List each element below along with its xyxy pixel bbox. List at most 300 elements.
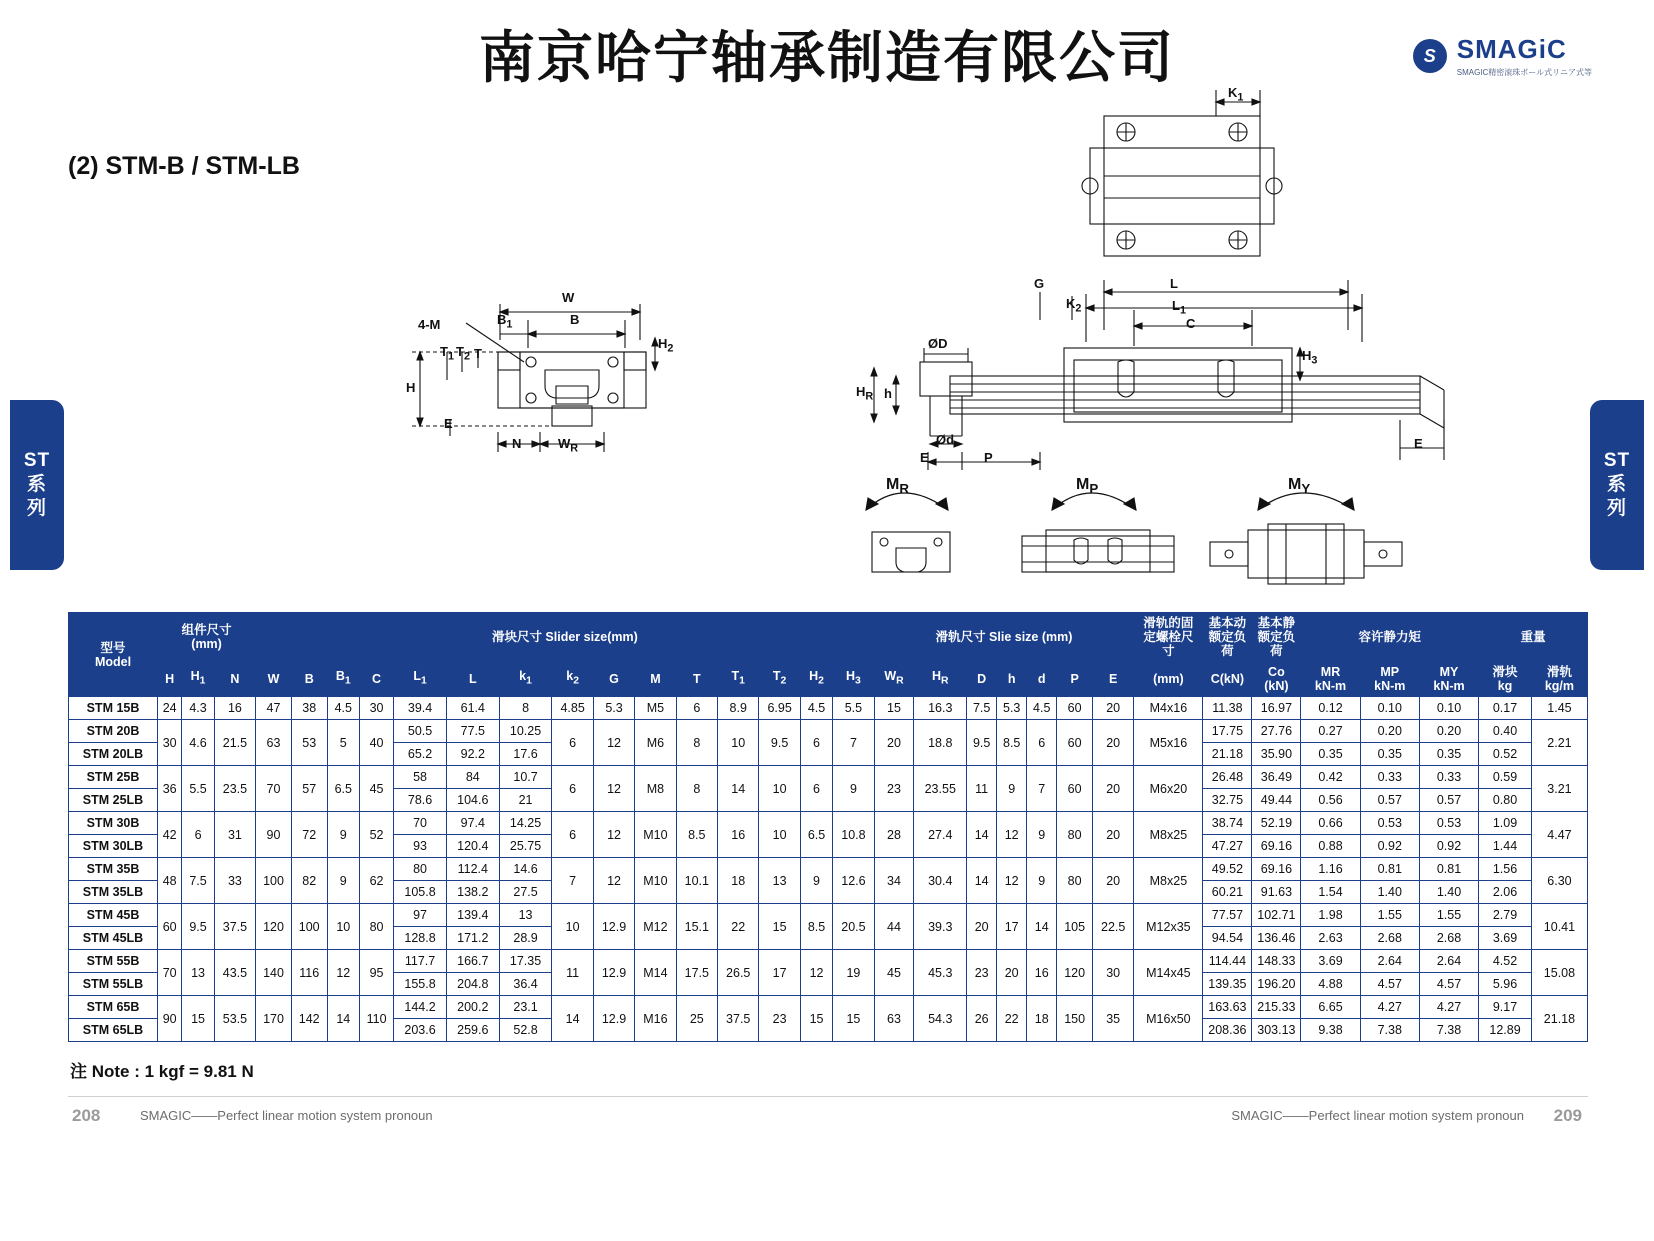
cell-H2: 6 bbox=[800, 720, 832, 766]
cell-B1: 12 bbox=[327, 950, 359, 996]
cell-WR: 63 bbox=[874, 996, 914, 1042]
cell-W: 63 bbox=[256, 720, 292, 766]
cell-E: 20 bbox=[1092, 766, 1133, 812]
cell-model: STM 55B bbox=[69, 950, 158, 973]
table-row bbox=[69, 812, 1588, 835]
cell-L1: 203.6 bbox=[394, 1019, 447, 1042]
cell-N: 33 bbox=[214, 858, 255, 904]
cell-L: 259.6 bbox=[446, 1019, 499, 1042]
cell-T: 8 bbox=[676, 720, 717, 766]
cell-H3: 15 bbox=[833, 996, 874, 1042]
cell-L1: 70 bbox=[394, 812, 447, 835]
cell-weight-rail: 2.21 bbox=[1531, 720, 1587, 766]
technical-drawings bbox=[0, 80, 1654, 600]
th-C: C bbox=[359, 662, 393, 697]
th-H3sub: $H_3$ bbox=[833, 662, 874, 697]
cell-N: 53.5 bbox=[214, 996, 255, 1042]
cell-k1: 10.25 bbox=[499, 720, 552, 743]
cell-k1: 14.6 bbox=[499, 858, 552, 881]
cell-H: 48 bbox=[158, 858, 182, 904]
th-bolt-line2: 定螺栓尺 bbox=[1143, 630, 1194, 644]
cell-W: 120 bbox=[256, 904, 292, 950]
cell-N: 31 bbox=[214, 812, 255, 858]
cell-N: 21.5 bbox=[214, 720, 255, 766]
cell-P: 60 bbox=[1057, 697, 1093, 720]
cell-N: 43.5 bbox=[214, 950, 255, 996]
label-4-m: 4-M bbox=[418, 317, 441, 332]
cell-mp: 7.38 bbox=[1360, 1019, 1419, 1042]
cell-H: 60 bbox=[158, 904, 182, 950]
th-T2: $T_2$ bbox=[759, 662, 800, 697]
cell-W: 47 bbox=[256, 697, 292, 720]
cell-H1: 4.3 bbox=[182, 697, 214, 720]
label-e-front: E bbox=[444, 416, 453, 431]
cell-L1: 105.8 bbox=[394, 881, 447, 904]
cell-E: 20 bbox=[1092, 720, 1133, 766]
label-l1: $L_1$ bbox=[1172, 298, 1186, 317]
cell-co-kn: 136.46 bbox=[1252, 927, 1301, 950]
cell-d: 7 bbox=[1027, 766, 1057, 812]
cell-d: 9 bbox=[1027, 858, 1057, 904]
cell-my: 1.40 bbox=[1419, 881, 1478, 904]
label-l: L bbox=[1170, 276, 1178, 291]
cell-mr: 3.69 bbox=[1301, 950, 1360, 973]
th-static-line2: 额定负 bbox=[1257, 630, 1296, 644]
cell-M: M14 bbox=[635, 950, 676, 996]
label-h-small: h bbox=[884, 386, 892, 401]
cell-mr: 9.38 bbox=[1301, 1019, 1360, 1042]
cell-N: 37.5 bbox=[214, 904, 255, 950]
cell-B: 53 bbox=[291, 720, 327, 766]
cell-mr: 0.88 bbox=[1301, 835, 1360, 858]
cell-H: 90 bbox=[158, 996, 182, 1042]
cell-my: 0.92 bbox=[1419, 835, 1478, 858]
cell-mp: 0.35 bbox=[1360, 743, 1419, 766]
cell-co-kn: 148.33 bbox=[1252, 950, 1301, 973]
cell-k1: 36.4 bbox=[499, 973, 552, 996]
cell-c-kn: 94.54 bbox=[1203, 927, 1252, 950]
label-g: G bbox=[1034, 276, 1045, 291]
cell-M: M8 bbox=[635, 766, 676, 812]
cell-C: 95 bbox=[359, 950, 393, 996]
cell-mr: 0.27 bbox=[1301, 720, 1360, 743]
cell-T1: 8.9 bbox=[718, 697, 759, 720]
cell-P: 80 bbox=[1057, 858, 1093, 904]
page-footer bbox=[0, 1096, 1654, 1136]
cell-L1: 128.8 bbox=[394, 927, 447, 950]
cell-h: 17 bbox=[997, 904, 1027, 950]
cell-M: M10 bbox=[635, 812, 676, 858]
cell-W: 140 bbox=[256, 950, 292, 996]
cell-HR: 23.55 bbox=[914, 766, 967, 812]
cell-weight-block: 2.79 bbox=[1479, 904, 1532, 927]
cell-H1: 13 bbox=[182, 950, 214, 996]
cell-G: 12.9 bbox=[593, 950, 634, 996]
cell-k1: 13 bbox=[499, 904, 552, 927]
cell-mr: 0.35 bbox=[1301, 743, 1360, 766]
th-M: M bbox=[635, 662, 676, 697]
cell-mp: 1.55 bbox=[1360, 904, 1419, 927]
cell-model: STM 55LB bbox=[69, 973, 158, 996]
cell-WR: 15 bbox=[874, 697, 914, 720]
cell-co-kn: 215.33 bbox=[1252, 996, 1301, 1019]
cell-c-kn: 77.57 bbox=[1203, 904, 1252, 927]
cell-k1: 17.35 bbox=[499, 950, 552, 973]
cell-model: STM 30B bbox=[69, 812, 158, 835]
cell-weight-block: 1.56 bbox=[1479, 858, 1532, 881]
cell-k2: 6 bbox=[552, 766, 593, 812]
page-title: 南京哈宁轴承制造有限公司 bbox=[479, 26, 1175, 91]
side-tab-left-label-2: 系 bbox=[26, 474, 47, 495]
cell-h: 8.5 bbox=[997, 720, 1027, 766]
cell-mr: 0.12 bbox=[1301, 697, 1360, 720]
cell-h: 22 bbox=[997, 996, 1027, 1042]
footer-divider bbox=[68, 1096, 1588, 1097]
cell-P: 150 bbox=[1057, 996, 1093, 1042]
cell-model: STM 65B bbox=[69, 996, 158, 1019]
cell-L: 139.4 bbox=[446, 904, 499, 927]
cell-weight-rail: 1.45 bbox=[1531, 697, 1587, 720]
th-dynamic-line1: 基本动 bbox=[1208, 616, 1247, 630]
cell-HR: 54.3 bbox=[914, 996, 967, 1042]
cell-c-kn: 139.35 bbox=[1203, 973, 1252, 996]
cell-weight-rail: 21.18 bbox=[1531, 996, 1587, 1042]
cell-d: 14 bbox=[1027, 904, 1057, 950]
cell-my: 2.68 bbox=[1419, 927, 1478, 950]
cell-L1: 117.7 bbox=[394, 950, 447, 973]
cell-k2: 6 bbox=[552, 720, 593, 766]
cell-mp: 0.20 bbox=[1360, 720, 1419, 743]
cell-H3: 9 bbox=[833, 766, 874, 812]
cell-C: 80 bbox=[359, 904, 393, 950]
cell-H1: 4.6 bbox=[182, 720, 214, 766]
cell-G: 12 bbox=[593, 720, 634, 766]
cell-L: 204.8 bbox=[446, 973, 499, 996]
cell-D: 11 bbox=[967, 766, 997, 812]
cell-model: STM 25B bbox=[69, 766, 158, 789]
cell-H3: 20.5 bbox=[833, 904, 874, 950]
cell-H3: 10.8 bbox=[833, 812, 874, 858]
th-N: N bbox=[214, 662, 255, 697]
cell-L1: 155.8 bbox=[394, 973, 447, 996]
cell-d: 6 bbox=[1027, 720, 1057, 766]
side-tab-right-label-2: 系 bbox=[1606, 474, 1627, 495]
cell-L: 92.2 bbox=[446, 743, 499, 766]
cell-WR: 20 bbox=[874, 720, 914, 766]
cell-co-kn: 69.16 bbox=[1252, 835, 1301, 858]
table-row bbox=[69, 950, 1588, 973]
th-B: B bbox=[291, 662, 327, 697]
th-C-kn: C(kN) bbox=[1203, 662, 1252, 697]
cell-H1: 6 bbox=[182, 812, 214, 858]
th-d: d bbox=[1027, 662, 1057, 697]
drawings-svg bbox=[0, 80, 1654, 600]
label-b: B bbox=[570, 312, 580, 327]
cell-H1: 9.5 bbox=[182, 904, 214, 950]
cell-model: STM 20LB bbox=[69, 743, 158, 766]
cell-weight-block: 12.89 bbox=[1479, 1019, 1532, 1042]
cell-B1: 10 bbox=[327, 904, 359, 950]
th-moment: 容许静力矩 bbox=[1301, 613, 1479, 662]
cell-weight-rail: 10.41 bbox=[1531, 904, 1587, 950]
cell-c-kn: 26.48 bbox=[1203, 766, 1252, 789]
cell-co-kn: 91.63 bbox=[1252, 881, 1301, 904]
cell-H2: 6 bbox=[800, 766, 832, 812]
th-T1: $T_1$ bbox=[718, 662, 759, 697]
cell-WR: 44 bbox=[874, 904, 914, 950]
cell-N: 16 bbox=[214, 697, 255, 720]
cell-E: 20 bbox=[1092, 858, 1133, 904]
cell-mp: 0.57 bbox=[1360, 789, 1419, 812]
th-dynamic-line3: 荷 bbox=[1221, 644, 1234, 658]
cell-mr: 1.16 bbox=[1301, 858, 1360, 881]
th-L1: $L_1$ bbox=[394, 662, 447, 697]
smagic-logo-text: SMAGiC bbox=[1456, 34, 1567, 64]
cell-mp: 2.68 bbox=[1360, 927, 1419, 950]
cell-k1: 23.1 bbox=[499, 996, 552, 1019]
cell-T1: 14 bbox=[718, 766, 759, 812]
cell-my: 0.20 bbox=[1419, 720, 1478, 743]
cell-h: 20 bbox=[997, 950, 1027, 996]
th-weight-block: 滑块 kg bbox=[1479, 662, 1532, 697]
cell-mp: 4.57 bbox=[1360, 973, 1419, 996]
cell-H2: 8.5 bbox=[800, 904, 832, 950]
cell-model: STM 45LB bbox=[69, 927, 158, 950]
label-n: N bbox=[512, 436, 522, 451]
th-h: h bbox=[997, 662, 1027, 697]
side-tab-left-label-1: ST bbox=[23, 450, 51, 471]
label-e-right: E bbox=[1414, 436, 1423, 451]
spec-table-group-header-row bbox=[69, 613, 1588, 662]
table-row bbox=[69, 697, 1588, 720]
footer-text-left: SMAGIC——Perfect linear motion system pronoun bbox=[140, 1108, 433, 1123]
cell-WR: 23 bbox=[874, 766, 914, 812]
side-tab-right-label-1: ST bbox=[1603, 450, 1631, 471]
cell-H2: 15 bbox=[800, 996, 832, 1042]
th-bolt-unit: (mm) bbox=[1134, 662, 1203, 697]
cell-HR: 45.3 bbox=[914, 950, 967, 996]
th-assembly bbox=[158, 613, 256, 662]
cell-co-kn: 49.44 bbox=[1252, 789, 1301, 812]
cell-weight-block: 0.59 bbox=[1479, 766, 1532, 789]
cell-my: 0.57 bbox=[1419, 789, 1478, 812]
cell-c-kn: 49.52 bbox=[1203, 858, 1252, 881]
cell-k2: 6 bbox=[552, 812, 593, 858]
cell-mp: 4.27 bbox=[1360, 996, 1419, 1019]
cell-E: 22.5 bbox=[1092, 904, 1133, 950]
cell-k1: 25.75 bbox=[499, 835, 552, 858]
label-h: H bbox=[406, 380, 416, 395]
cell-weight-block: 1.09 bbox=[1479, 812, 1532, 835]
cell-T2: 10 bbox=[759, 766, 800, 812]
label-p: P bbox=[984, 450, 993, 465]
cell-c-kn: 38.74 bbox=[1203, 812, 1252, 835]
cell-H1: 15 bbox=[182, 996, 214, 1042]
th-Co-kn: Co (kN) bbox=[1252, 662, 1301, 697]
cell-k2: 7 bbox=[552, 858, 593, 904]
cell-bolt: M8x25 bbox=[1134, 858, 1203, 904]
cell-M: M5 bbox=[635, 697, 676, 720]
cell-mr: 1.54 bbox=[1301, 881, 1360, 904]
cell-weight-rail: 4.47 bbox=[1531, 812, 1587, 858]
cell-bolt: M4x16 bbox=[1134, 697, 1203, 720]
cell-mr: 0.66 bbox=[1301, 812, 1360, 835]
smagic-logo bbox=[1413, 34, 1592, 78]
cell-D: 7.5 bbox=[967, 697, 997, 720]
label-big-d: ØD bbox=[928, 336, 948, 351]
cell-model: STM 25LB bbox=[69, 789, 158, 812]
cell-L1: 80 bbox=[394, 858, 447, 881]
cell-my: 0.81 bbox=[1419, 858, 1478, 881]
cell-k2: 10 bbox=[552, 904, 593, 950]
table-row bbox=[69, 904, 1588, 927]
cell-L: 104.6 bbox=[446, 789, 499, 812]
spec-table-sub-header-row bbox=[69, 662, 1588, 697]
cell-B: 82 bbox=[291, 858, 327, 904]
th-dynamic bbox=[1203, 613, 1252, 662]
cell-my: 1.55 bbox=[1419, 904, 1478, 927]
cell-co-kn: 303.13 bbox=[1252, 1019, 1301, 1042]
cell-weight-rail: 3.21 bbox=[1531, 766, 1587, 812]
cell-WR: 34 bbox=[874, 858, 914, 904]
cell-E: 30 bbox=[1092, 950, 1133, 996]
cell-k1: 17.6 bbox=[499, 743, 552, 766]
cell-weight-block: 3.69 bbox=[1479, 927, 1532, 950]
cell-co-kn: 35.90 bbox=[1252, 743, 1301, 766]
cell-T2: 15 bbox=[759, 904, 800, 950]
table-row bbox=[69, 766, 1588, 789]
cell-mp: 1.40 bbox=[1360, 881, 1419, 904]
cell-B: 142 bbox=[291, 996, 327, 1042]
cell-T1: 22 bbox=[718, 904, 759, 950]
label-b1: $B_1$ bbox=[497, 312, 513, 331]
cell-weight-block: 0.17 bbox=[1479, 697, 1532, 720]
cell-B: 38 bbox=[291, 697, 327, 720]
cell-B1: 9 bbox=[327, 858, 359, 904]
th-dynamic-line2: 额定负 bbox=[1208, 630, 1247, 644]
cell-P: 120 bbox=[1057, 950, 1093, 996]
cell-weight-block: 4.52 bbox=[1479, 950, 1532, 973]
cell-D: 23 bbox=[967, 950, 997, 996]
label-t2: $T_2$ bbox=[456, 344, 470, 363]
cell-E: 20 bbox=[1092, 697, 1133, 720]
cell-mp: 0.92 bbox=[1360, 835, 1419, 858]
cell-T: 8 bbox=[676, 766, 717, 812]
cell-k1: 28.9 bbox=[499, 927, 552, 950]
cell-h: 5.3 bbox=[997, 697, 1027, 720]
cell-c-kn: 208.36 bbox=[1203, 1019, 1252, 1042]
label-h2: $H_2$ bbox=[658, 336, 674, 355]
cell-k1: 27.5 bbox=[499, 881, 552, 904]
cell-d: 4.5 bbox=[1027, 697, 1057, 720]
cell-k1: 52.8 bbox=[499, 1019, 552, 1042]
cell-c-kn: 60.21 bbox=[1203, 881, 1252, 904]
cell-my: 7.38 bbox=[1419, 1019, 1478, 1042]
cell-W: 100 bbox=[256, 858, 292, 904]
cell-HR: 16.3 bbox=[914, 697, 967, 720]
label-k2: $K_2$ bbox=[1066, 296, 1082, 315]
cell-c-kn: 17.75 bbox=[1203, 720, 1252, 743]
cell-B1: 9 bbox=[327, 812, 359, 858]
th-static-line1: 基本静 bbox=[1257, 616, 1296, 630]
cell-bolt: M16x50 bbox=[1134, 996, 1203, 1042]
cell-B1: 6.5 bbox=[327, 766, 359, 812]
cell-L: 166.7 bbox=[446, 950, 499, 973]
cell-H: 24 bbox=[158, 697, 182, 720]
cell-co-kn: 52.19 bbox=[1252, 812, 1301, 835]
cell-my: 4.27 bbox=[1419, 996, 1478, 1019]
cell-L1: 93 bbox=[394, 835, 447, 858]
cell-D: 9.5 bbox=[967, 720, 997, 766]
cell-E: 20 bbox=[1092, 812, 1133, 858]
cell-co-kn: 16.97 bbox=[1252, 697, 1301, 720]
cell-B: 100 bbox=[291, 904, 327, 950]
th-static-line3: 荷 bbox=[1270, 644, 1283, 658]
cell-B: 72 bbox=[291, 812, 327, 858]
cell-d: 16 bbox=[1027, 950, 1057, 996]
cell-my: 2.64 bbox=[1419, 950, 1478, 973]
th-P: P bbox=[1057, 662, 1093, 697]
cell-L: 200.2 bbox=[446, 996, 499, 1019]
cell-D: 14 bbox=[967, 812, 997, 858]
cell-k1: 8 bbox=[499, 697, 552, 720]
cell-P: 80 bbox=[1057, 812, 1093, 858]
cell-c-kn: 114.44 bbox=[1203, 950, 1252, 973]
th-bolt-line1: 滑轨的固 bbox=[1143, 616, 1194, 630]
cell-d: 9 bbox=[1027, 812, 1057, 858]
cell-k1: 21 bbox=[499, 789, 552, 812]
cell-c-kn: 11.38 bbox=[1203, 697, 1252, 720]
cell-my: 0.10 bbox=[1419, 697, 1478, 720]
th-E: E bbox=[1092, 662, 1133, 697]
label-mp: $M_P$ bbox=[1076, 476, 1099, 497]
cell-HR: 18.8 bbox=[914, 720, 967, 766]
cell-HR: 30.4 bbox=[914, 858, 967, 904]
cell-k2: 14 bbox=[552, 996, 593, 1042]
cell-H3: 7 bbox=[833, 720, 874, 766]
cell-L: 120.4 bbox=[446, 835, 499, 858]
cell-my: 0.33 bbox=[1419, 766, 1478, 789]
cell-C: 62 bbox=[359, 858, 393, 904]
cell-bolt: M8x25 bbox=[1134, 812, 1203, 858]
cell-bolt: M6x20 bbox=[1134, 766, 1203, 812]
cell-G: 12 bbox=[593, 766, 634, 812]
cell-P: 105 bbox=[1057, 904, 1093, 950]
cell-mr: 1.98 bbox=[1301, 904, 1360, 927]
cell-k2: 4.85 bbox=[552, 697, 593, 720]
th-slider: 滑块尺寸 Slider size(mm) bbox=[256, 613, 874, 662]
cell-model: STM 30LB bbox=[69, 835, 158, 858]
cell-L1: 39.4 bbox=[394, 697, 447, 720]
th-k1: $k_1$ bbox=[499, 662, 552, 697]
th-WR: $W_R$ bbox=[874, 662, 914, 697]
cell-N: 23.5 bbox=[214, 766, 255, 812]
cell-c-kn: 21.18 bbox=[1203, 743, 1252, 766]
page-number-right: 209 bbox=[1553, 1106, 1582, 1125]
cell-T1: 16 bbox=[718, 812, 759, 858]
cell-T: 17.5 bbox=[676, 950, 717, 996]
cell-W: 90 bbox=[256, 812, 292, 858]
cell-L1: 97 bbox=[394, 904, 447, 927]
label-wr: $W_R$ bbox=[558, 436, 579, 455]
cell-mp: 0.33 bbox=[1360, 766, 1419, 789]
cell-B1: 5 bbox=[327, 720, 359, 766]
cell-L: 112.4 bbox=[446, 858, 499, 881]
cell-L: 97.4 bbox=[446, 812, 499, 835]
cell-co-kn: 27.76 bbox=[1252, 720, 1301, 743]
cell-W: 170 bbox=[256, 996, 292, 1042]
cell-C: 110 bbox=[359, 996, 393, 1042]
